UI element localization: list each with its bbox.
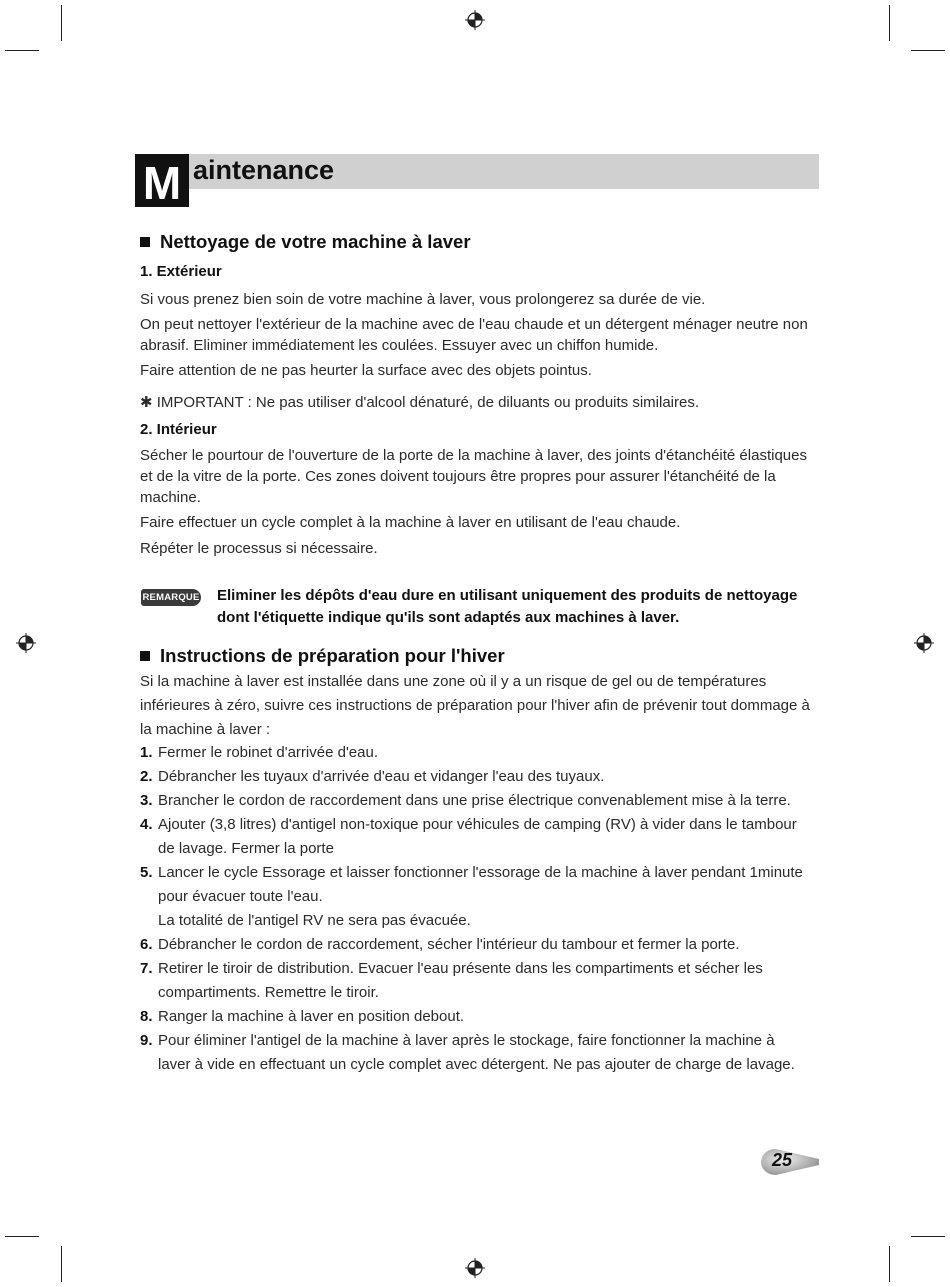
section-title (140, 645, 505, 667)
subheading-exterior: 1. Extérieur (140, 263, 222, 280)
crop-mark (61, 5, 62, 41)
step-number: 8. (140, 1008, 153, 1025)
crop-mark (5, 1236, 39, 1237)
step-number: 4. (140, 816, 153, 833)
step-text: Lancer le cycle Essorage et laisser fonctionner l'essorage de la machine à laver pendant 1minute pour évacuer toute l'eau. (158, 864, 803, 905)
paragraph: Faire effectuer un cycle complet à la machine à laver en utilisant de l'eau chaude. (140, 514, 681, 531)
list-item (140, 957, 810, 1005)
step-number: 9. (140, 1032, 153, 1049)
note-badge: REMARQUE (141, 589, 201, 606)
step-number: 5. (140, 864, 153, 881)
subheading-interior: 2. Intérieur (140, 421, 217, 438)
step-number: 7. (140, 960, 153, 977)
paragraph: Sécher le pourtour de l'ouverture de la porte de la machine à laver, des joints d'étanchéité élastiques et de la vitre de la porte. Ces zones doivent toujours être propres pour assurer l'étanchéité de la machine. (140, 447, 807, 506)
section-title-text: Instructions de préparation pour l'hiver (160, 645, 505, 666)
step-text: Retirer le tiroir de distribution. Evacuer l'eau présente dans les compartiments et sécher les compartiments. Remettre le tiroir. (158, 960, 763, 1001)
crop-mark (889, 5, 890, 41)
step-text: Brancher le cordon de raccordement dans une prise électrique convenablement mise à la terre. (158, 792, 791, 809)
paragraph: On peut nettoyer l'extérieur de la machine avec de l'eau chaude et un détergent ménager neutre non abrasif. Eliminer immédiatement les coulées. Essuyer avec un chiffon humide. (140, 316, 808, 354)
step-text: La totalité de l'antigel RV ne sera pas évacuée. (158, 912, 471, 929)
paragraph: Si vous prenez bien soin de votre machine à laver, vous prolongerez sa durée de vie. (140, 291, 706, 308)
crop-mark (911, 50, 945, 51)
registration-mark-icon (16, 633, 36, 653)
step-number: 3. (140, 792, 153, 809)
important-note: ✱ IMPORTANT : Ne pas utiliser d'alcool dénaturé, de diluants ou produits similaires. (140, 394, 700, 411)
list-item (140, 813, 810, 861)
list-item (140, 861, 810, 909)
list-item (140, 1029, 810, 1077)
list-item (140, 933, 810, 957)
section-title-text: Nettoyage de votre machine à laver (160, 231, 471, 252)
step-text: Ajouter (3,8 litres) d'antigel non-toxique pour véhicules de camping (RV) à vider dans le tambour de lavage. Fermer la porte (158, 816, 797, 857)
intro-paragraph: Si la machine à laver est installée dans une zone où il y a un risque de gel ou de températures inférieures à zéro, suivre ces instructions de préparation pour l'hiver afin de prévenir tout dommage à la machine à laver : (140, 673, 810, 738)
registration-mark-icon (914, 633, 934, 653)
crop-mark (889, 1246, 890, 1282)
section-title (140, 231, 471, 253)
page-number: 25 (772, 1150, 793, 1170)
square-bullet-icon (140, 651, 150, 661)
crop-mark (5, 50, 39, 51)
list-item (140, 1005, 810, 1029)
paragraph: Faire attention de ne pas heurter la surface avec des objets pointus. (140, 362, 592, 379)
list-item (140, 741, 810, 765)
registration-mark-icon (465, 1258, 485, 1278)
step-text: Débrancher les tuyaux d'arrivée d'eau et vidanger l'eau des tuyaux. (158, 768, 605, 785)
step-number: 6. (140, 936, 153, 953)
crop-mark (911, 1236, 945, 1237)
steps-list (140, 741, 810, 1077)
step-text: Ranger la machine à laver en position debout. (158, 1008, 465, 1025)
list-item (140, 909, 810, 933)
step-text: Pour éliminer l'antigel de la machine à laver après le stockage, faire fonctionner la machine à laver à vide en effectuant un cycle complet avec détergent. Ne pas ajouter de charge de lavage. (158, 1032, 795, 1073)
paragraph: Répéter le processus si nécessaire. (140, 540, 378, 557)
step-text: Fermer le robinet d'arrivée d'eau. (158, 744, 378, 761)
step-number (140, 909, 158, 933)
page-title: aintenance (193, 155, 335, 185)
square-bullet-icon (140, 237, 150, 247)
crop-mark (61, 1246, 62, 1282)
list-item (140, 765, 810, 789)
step-text: Débrancher le cordon de raccordement, sécher l'intérieur du tambour et fermer la porte. (158, 936, 740, 953)
list-item (140, 789, 810, 813)
header-initial: M (135, 154, 189, 207)
note-text: Eliminer les dépôts d'eau dure en utilisant uniquement des produits de nettoyage dont l'étiquette indique qu'ils sont adaptés aux machines à laver. (217, 587, 798, 626)
registration-mark-icon (465, 10, 485, 30)
step-number: 1. (140, 744, 153, 761)
step-number: 2. (140, 768, 153, 785)
